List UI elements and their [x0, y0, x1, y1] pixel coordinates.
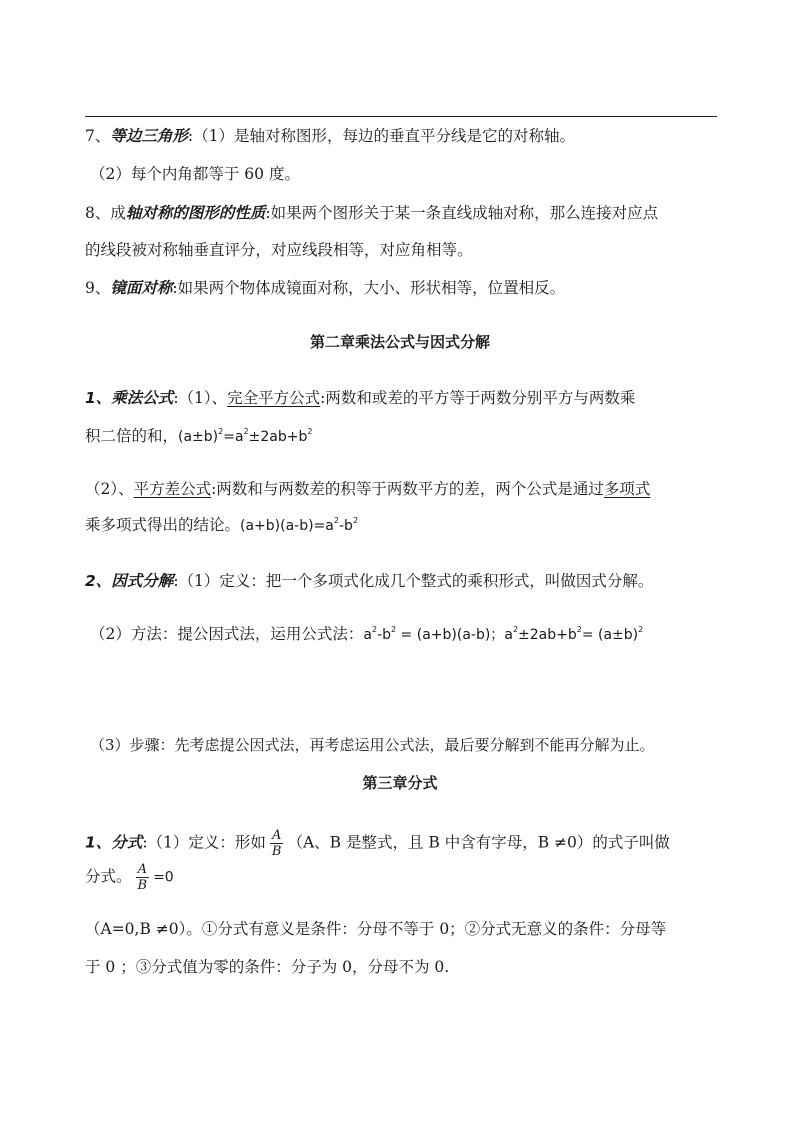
ch3-p1-mid: :（1）定义：形如: [142, 833, 266, 852]
exponent: 2: [391, 625, 397, 634]
ch3-p2-line1: （A=0,B ≠0）。①分式有意义是条件：分母不等于 0；②分式无意义的条件：分母等: [85, 920, 667, 938]
item-7-text: :（1）是轴对称图形，每边的垂直平分线是它的对称轴。: [187, 127, 575, 145]
ch2-p1-rest: :两数和或差的平方等于两数分别平方与两数乘: [320, 389, 636, 407]
term-polynomial: 多项式: [603, 480, 651, 498]
ch2-p4-lead: （2）方法：提公因式法，运用公式法：: [90, 625, 364, 643]
ch2-p1-line2-text: 积二倍的和，: [85, 427, 179, 445]
ch3-p2-line2: 于 0 ；③分式值为零的条件：分子为 0，分母不为 0.: [85, 958, 450, 976]
ch2-p4-line1: [90, 623, 643, 646]
ch2-p2-line2: [85, 514, 358, 537]
formula-part: =0: [153, 869, 174, 886]
item-7-line1: [85, 125, 575, 147]
fraction-denominator: B: [137, 878, 148, 893]
exponent: 2: [243, 427, 249, 436]
formula-part: -b: [338, 518, 353, 534]
ch2-p5-line1: （3）步骤：先考虑提公因式法，再考虑运用公式法，最后要分解到不能再分解为止。: [90, 736, 655, 754]
term-perfect-square-formula: 完全平方公式: [227, 389, 321, 407]
ch2-p2-line2-text: 乘多项式得出的结论。: [85, 516, 241, 534]
formula-part: ±2ab+b: [518, 627, 577, 643]
header-rule: [85, 116, 717, 117]
exponent: 2: [576, 625, 582, 634]
formula-difference-of-squares: [240, 518, 358, 534]
ch2-p1-mid: :（1）、: [173, 389, 228, 407]
term-factorization: 因式分解: [111, 572, 174, 590]
fraction-numerator: A: [270, 828, 284, 844]
term-fraction: 分式: [111, 833, 143, 852]
item-number: 9、: [85, 279, 111, 297]
formula-part: = (a+b)(a-b)；: [396, 627, 505, 643]
ch2-p1-line1: [85, 387, 635, 409]
item-8-text: :如果两个图形关于某一条直线成轴对称，那么连接对应点: [265, 204, 659, 222]
chapter-3-title: 第三章分式: [362, 774, 438, 792]
item-number: 8、成: [85, 204, 126, 222]
item-9-line1: [85, 277, 565, 299]
exponent: 2: [638, 625, 644, 634]
fraction-denominator: B: [271, 844, 282, 859]
ch3-p1-line2: [85, 862, 174, 893]
ch2-p1-line2: [85, 425, 312, 448]
item-8-line1: [85, 202, 658, 224]
exponent: 2: [307, 427, 313, 436]
item-number: 7、: [85, 127, 111, 145]
exponent: 2: [371, 625, 378, 634]
chapter-2-title: 第二章乘法公式与因式分解: [309, 333, 490, 351]
term-mirror-symmetry: 镜面对称: [110, 279, 173, 297]
ch3-p1-rest: （A、B 是整式，且 B 中含有字母，B ≠0）的式子叫做: [287, 833, 670, 852]
term-equilateral-triangle: 等边三角形: [110, 127, 188, 145]
formula-factor-methods: [363, 627, 643, 643]
fraction-a-over-b: [270, 828, 284, 859]
exponent: 2: [352, 516, 359, 525]
ch3-p1-line2-text: 分式。: [85, 867, 132, 886]
exponent: 2: [512, 625, 518, 634]
item-8-line2: 的线段被对称轴垂直评分，对应线段相等，对应角相等。: [85, 241, 473, 259]
ch2-p2-line1: [85, 478, 650, 500]
formula-part: (a+b)(a-b)=a: [240, 518, 334, 534]
fraction-numerator: A: [136, 862, 150, 878]
item-number: 1、: [85, 389, 112, 407]
item-9-text: :如果两个物体成镜面对称，大小、形状相等，位置相反。: [172, 279, 566, 297]
item-7-line2: （2）每个内角都等于 60 度。: [90, 165, 300, 183]
formula-perfect-square: [178, 429, 312, 445]
term-difference-of-squares: 平方差公式: [133, 480, 212, 498]
formula-part: a: [504, 627, 513, 643]
formula-part: ±2ab+b: [248, 429, 308, 445]
ch2-p2-rest: :两数和与两数差的积等于两数平方的差，两个公式是通过: [211, 480, 604, 498]
item-number: 1、: [85, 833, 112, 852]
ch2-p2-lead: （2）、: [85, 480, 134, 498]
ch2-p3-line1: [85, 570, 653, 592]
term-axial-symmetry-property: 轴对称的图形的性质: [125, 204, 266, 222]
fraction-a-over-b: [136, 862, 150, 893]
formula-part: (a±b): [178, 429, 219, 445]
ch2-p3-rest: :（1）定义：把一个多项式化成几个整式的乘积形式，叫做因式分解。: [173, 572, 654, 590]
formula-part: a: [363, 627, 372, 643]
formula-part: =a: [223, 429, 244, 445]
exponent: 2: [333, 516, 339, 525]
term-multiplication-formula: 乘法公式: [111, 389, 174, 407]
formula-part: -b: [377, 627, 392, 643]
formula-part: = (a±b): [581, 627, 639, 643]
exponent: 2: [218, 427, 224, 436]
ch3-p1-line1: [85, 828, 670, 859]
item-number: 2、: [85, 572, 112, 590]
